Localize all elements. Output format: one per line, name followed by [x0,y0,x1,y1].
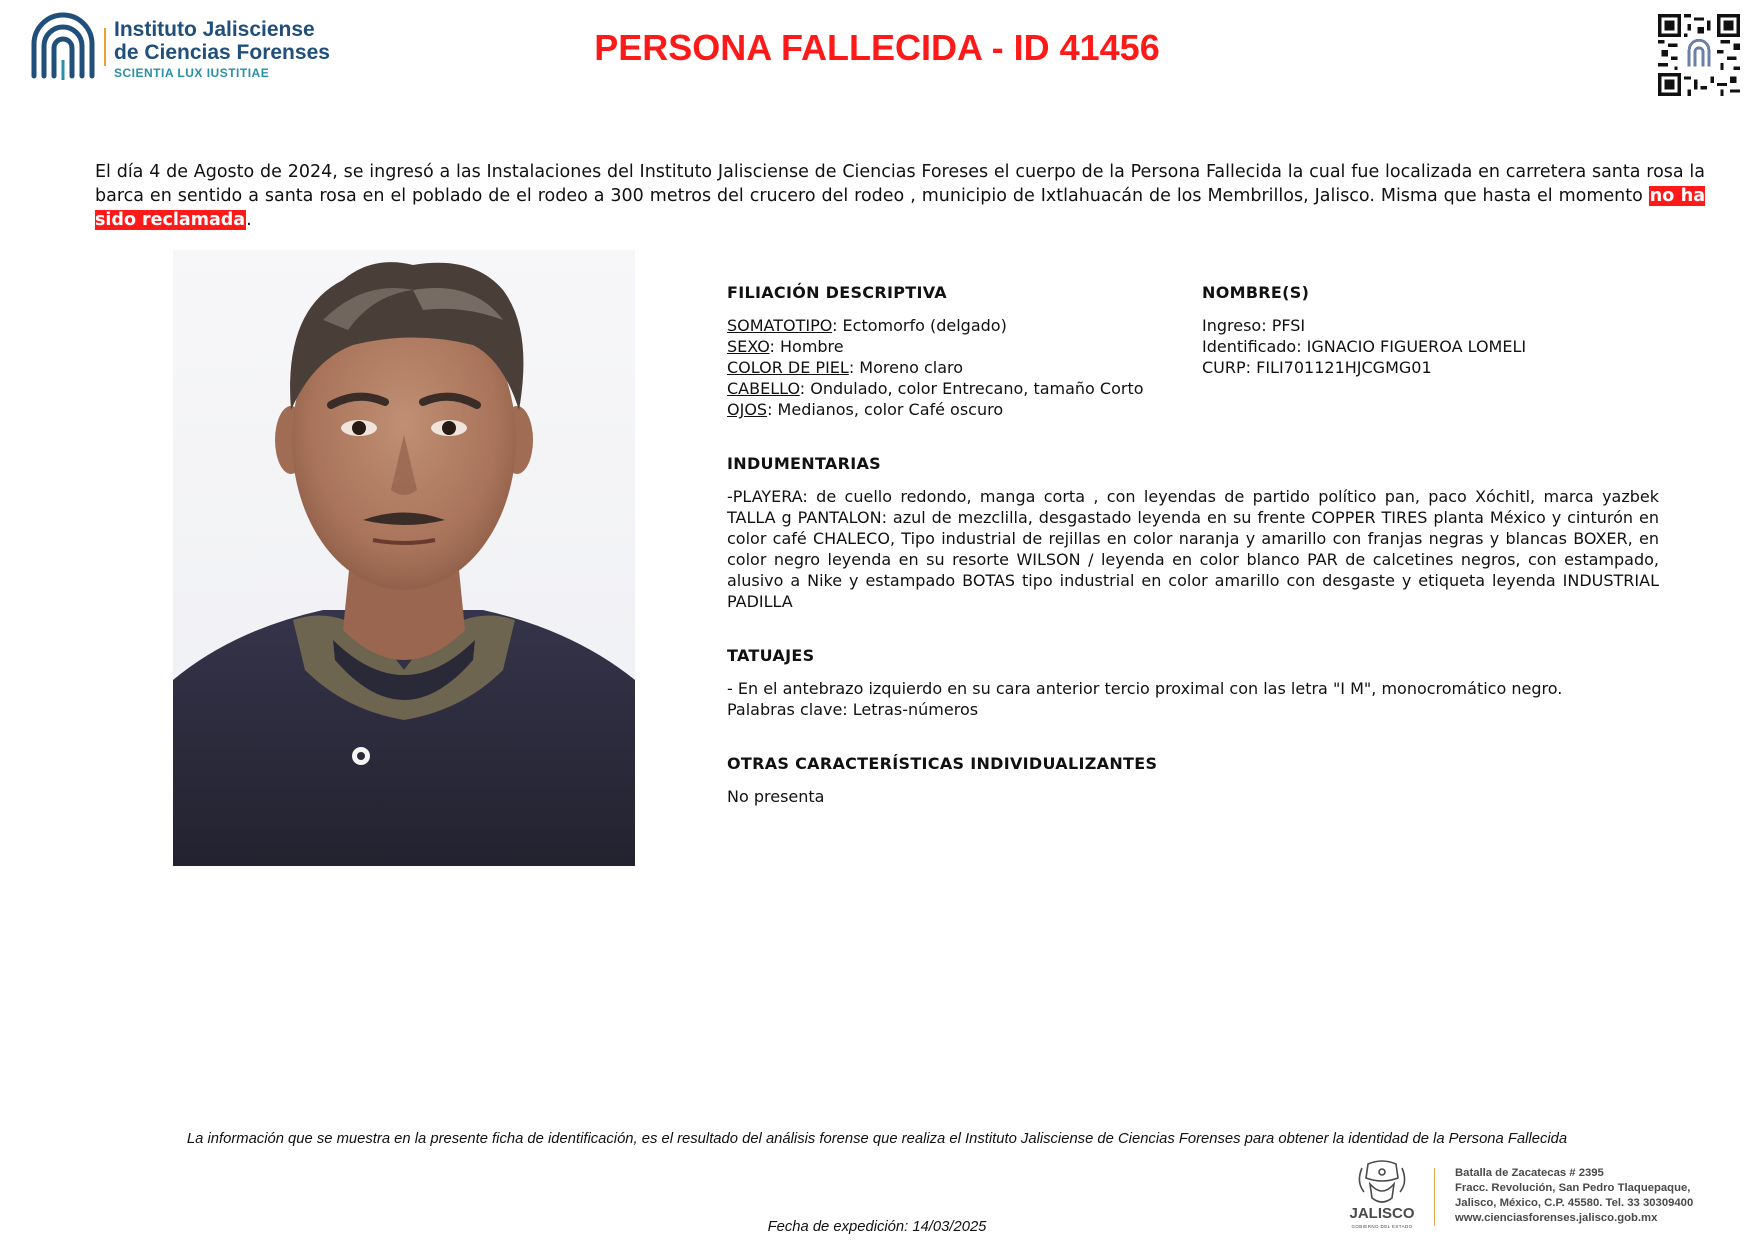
curp-line: CURP: FILI701121HJCGMG01 [1202,358,1432,377]
field-value: : Hombre [769,337,844,356]
institute-motto: SCIENTIA LUX IUSTITIAE [114,66,270,80]
institute-name-line2: de Ciencias Forenses [114,41,330,64]
unclaimed-highlight: no ha sido reclamada [95,186,1706,230]
website-link[interactable]: www.cienciasforenses.jalisco.gob.mx [1455,1212,1658,1224]
disclaimer-text: La información que se muestra en la presente ficha de identificación, es el resultado del análisis forense que realiza el Instituto Jalisciense de Ciencias Forenses para obtener la identidad de la Persona Fallecida [186,1131,1568,1147]
indumentarias-text: -PLAYERA: de cuello redondo, manga corta , con leyendas de partido político pan, paco Xóchitl, marca yazbek TALLA g PANTALON: azul de mezclilla, desgastado leyenda en su frente COPPER TIRES planta México y cinturón en color café CHALECO, Tipo industrial de rejillas en color naranja y amarillo con franjas negras y blancas BOXER, en color negro leyenda en su resorte WILSON / leyenda en color blanco PAR de calcetines negros, con estampado, alusivo a Nike y estampado BOTAS tipo industrial en color amarillo con desgaste y etiqueta leyenda INDUSTRIAL PADILLA [727,487,1659,611]
tatuajes-description: - En el antebrazo izquierdo en su cara anterior tercio proximal con las letra "I M", monocromático negro. [727,679,1563,698]
tatuajes-title: TATUAJES [727,646,815,665]
jalisco-coat-of-arms-icon [1332,1158,1432,1232]
address-line: Jalisco, México, C.P. 45580. Tel. 33 30309400 [1455,1197,1694,1209]
cabello-field [727,378,1197,399]
intro-paragraph [95,160,1705,232]
deceased-photo [173,250,635,866]
sexo-field [727,336,1197,357]
page-title: PERSONA FALLECIDA - ID 41456 [594,27,1160,68]
filiacion-section [727,282,1197,420]
field-label: SEXO [727,337,770,356]
otras-section [727,753,1659,807]
field-label: OJOS [727,400,768,419]
field-value: : Ectomorfo (delgado) [832,316,1007,335]
color-piel-field [727,357,1197,378]
institute-name-line1: Instituto Jalisciense [114,18,315,41]
expedition-date: Fecha de expedición: 14/03/2025 [767,1219,987,1235]
qr-code-icon[interactable] [1658,14,1740,96]
tatuajes-keywords: Palabras clave: Letras-números [727,700,979,719]
nombres-section [1202,282,1672,378]
footer-divider [1434,1168,1435,1226]
ingreso-line: Ingreso: PFSI [1202,316,1306,335]
address-block [1455,1166,1745,1226]
otras-text: No presenta [727,787,825,806]
jalisco-subtitle: GOBIERNO DEL ESTADO [1351,1224,1413,1229]
field-label: COLOR DE PIEL [727,358,849,377]
jalisco-wordmark: JALISCO [1349,1205,1415,1222]
somatotipo-field [727,315,1197,336]
field-label: CABELLO [727,379,800,398]
identificado-line: Identificado: IGNACIO FIGUEROA LOMELI [1202,337,1527,356]
tatuajes-section [727,645,1659,720]
ojos-field [727,399,1197,420]
field-label: SOMATOTIPO [727,316,833,335]
field-value: : Ondulado, color Entrecano, tamaño Corto [799,379,1144,398]
field-value: : Medianos, color Café oscuro [767,400,1004,419]
intro-text: El día 4 de Agosto de 2024, se ingresó a las Instalaciones del Instituto Jalisciense de Ciencias Foreses el cuerpo de la Persona Fallecida la cual fue localizada en carretera santa rosa la barca en sentido a santa rosa en el poblado de el rodeo a 300 metros del crucero del rodeo , municipio de Ixtlahuacán de los Membrillos, Jalisco. Misma que hasta el momento [95,162,1705,206]
field-value: : Moreno claro [848,358,964,377]
address-line: Batalla de Zacatecas # 2395 [1455,1167,1604,1179]
nombres-title: NOMBRE(S) [1202,283,1310,302]
indumentarias-section [727,453,1659,612]
filiacion-title: FILIACIÓN DESCRIPTIVA [727,283,947,302]
address-line: Fracc. Revolución, San Pedro Tlaquepaque, [1455,1182,1691,1194]
otras-title: OTRAS CARACTERÍSTICAS INDIVIDUALIZANTES [727,754,1158,773]
intro-text-end: . [246,210,252,230]
indumentarias-title: INDUMENTARIAS [727,454,881,473]
